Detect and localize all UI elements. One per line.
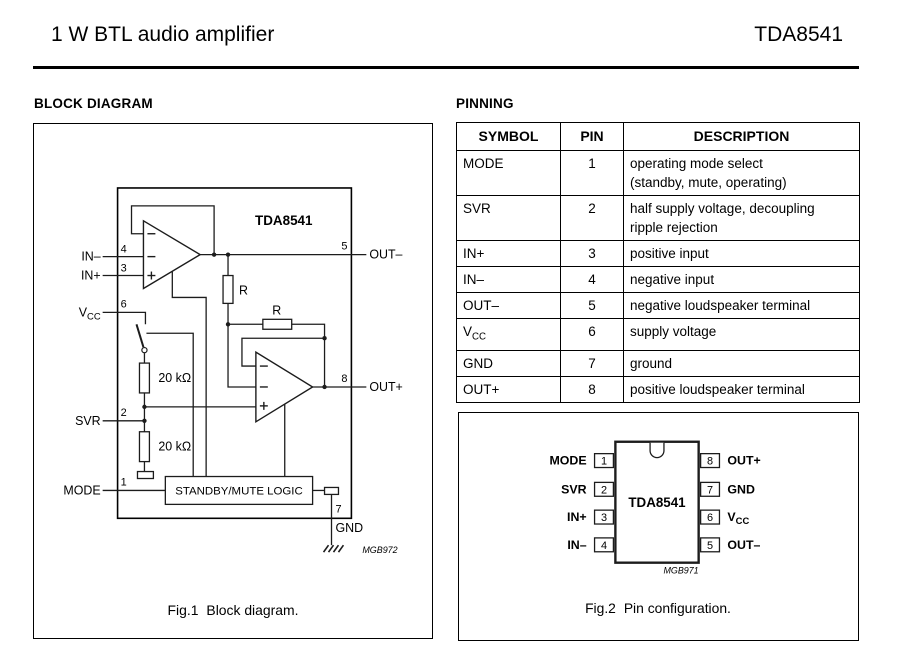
pinning-table (456, 122, 860, 403)
figure2-caption: Fig.2 Pin configuration. (585, 600, 731, 617)
pin: 4 (561, 267, 624, 293)
col-header-description: DESCRIPTION (624, 123, 860, 151)
figure1-caption: Fig.1 Block diagram. (167, 601, 299, 618)
table-row (457, 319, 860, 351)
pin: 1 (561, 151, 624, 196)
description-line2: (standby, mute, operating) (630, 175, 787, 190)
pin1-number: 1 (120, 476, 127, 489)
svr-label: SVR (75, 413, 101, 428)
part-number: TDA8541 (754, 23, 843, 46)
resistor-r-vertical (223, 276, 233, 304)
pin-number: 8 (707, 455, 714, 468)
ground-symbol (324, 545, 344, 552)
pin: 7 (561, 350, 624, 376)
in-neg-label: IN– (81, 249, 101, 264)
resistor-r-feedback (263, 319, 292, 329)
pin-number: 7 (707, 484, 714, 497)
switch-logic-wire (146, 333, 193, 476)
chip-label: TDA8541 (255, 212, 313, 228)
table-row (457, 293, 860, 319)
pin-label: OUT+ (727, 453, 761, 468)
table-row (457, 376, 860, 402)
resistor-r-feedback-label: R (272, 303, 282, 318)
description: supply voltage (630, 324, 717, 339)
section-heading-pinning: PINNING (456, 96, 514, 111)
pin-label: IN– (567, 537, 587, 552)
out-neg-label: OUT– (369, 247, 403, 262)
vcc-label: $V_{CC}$ (78, 305, 101, 323)
terminal-pad-left (137, 472, 153, 479)
pin-number: 3 (600, 512, 608, 525)
pin-label: OUT– (727, 537, 761, 552)
package-notch (650, 443, 664, 458)
pin-number: 1 (600, 455, 608, 468)
opamp2-feedback-wire (242, 338, 325, 366)
symbol: IN+ (463, 246, 485, 261)
symbol: MODE (463, 156, 504, 171)
pin-configuration-drawing (459, 413, 858, 640)
terminal-pad-right (325, 487, 339, 494)
resistor-20k-top-label: 20 kΩ (158, 370, 192, 385)
description: operating mode select (630, 156, 763, 171)
col-header-symbol: SYMBOL (457, 123, 561, 151)
left-pins (550, 454, 614, 552)
pin: 3 (561, 241, 624, 267)
pin-label: MODE (549, 453, 587, 468)
section-heading-block-diagram: BLOCK DIAGRAM (34, 96, 153, 111)
right-pins (701, 454, 761, 552)
description: negative loudspeaker terminal (630, 298, 811, 313)
standby-mute-logic-label: STANDBY/MUTE LOGIC (175, 485, 303, 498)
description-line2: ripple rejection (630, 220, 718, 235)
pin7-number: 7 (335, 503, 342, 516)
symbol: SVR (463, 201, 491, 216)
resistor-r-vertical-label: R (238, 283, 248, 298)
description: half supply voltage, decoupling (630, 201, 815, 216)
resistor-20k-bottom (139, 432, 149, 462)
symbol: V (463, 324, 473, 339)
page-title: 1 W BTL audio amplifier (51, 23, 275, 46)
figure2-code: MGB971 (663, 565, 699, 576)
pin: 5 (561, 293, 624, 319)
table-row (457, 241, 860, 267)
figure1-block-diagram (33, 123, 433, 639)
symbol: GND (463, 355, 493, 371)
symbol: OUT+ (463, 381, 500, 397)
pin-label: GND (727, 482, 755, 497)
pin-label: $V_{CC}$ (727, 510, 750, 527)
pin-number: 4 (600, 539, 608, 552)
pin4-number: 4 (120, 243, 127, 256)
description: negative input (630, 272, 715, 287)
description: positive input (630, 246, 709, 261)
pin5-number: 5 (341, 240, 348, 253)
pin3-number: 3 (120, 262, 127, 275)
mode-label: MODE (63, 483, 101, 498)
vcc-wire (103, 312, 146, 324)
symbol-subscript: CC (472, 331, 487, 343)
out-pos-label: OUT+ (369, 379, 403, 394)
symbol: IN– (463, 272, 485, 287)
pin6-number: 6 (120, 298, 127, 311)
figure1-code: MGB972 (362, 545, 398, 556)
pin-number: 5 (707, 539, 714, 552)
col-header-pin: PIN (561, 123, 624, 151)
symbol: OUT– (463, 298, 500, 313)
resistor-20k-top (139, 363, 149, 393)
pin-number: 6 (707, 512, 714, 525)
figure2-pin-configuration (458, 412, 859, 641)
pin: 2 (561, 196, 624, 241)
pin8-number: 8 (341, 372, 348, 385)
table-row (457, 196, 860, 241)
table-row (457, 350, 860, 376)
pin: 6 (561, 319, 624, 351)
table-header-row (457, 123, 860, 151)
package-chip-label: TDA8541 (628, 495, 686, 511)
resistor-20k-bottom-label: 20 kΩ (158, 439, 192, 454)
switch (136, 324, 147, 363)
block-diagram-schematic (34, 124, 432, 638)
pin: 8 (561, 376, 624, 402)
gnd-label: GND (335, 521, 364, 536)
table-row (457, 151, 860, 196)
pin-label: IN+ (567, 510, 587, 525)
description: positive loudspeaker terminal (630, 381, 805, 397)
description: ground (630, 355, 673, 371)
in-pos-label: IN+ (80, 268, 101, 283)
table-row (457, 267, 860, 293)
pin-number: 2 (600, 484, 608, 497)
header-rule (33, 66, 859, 69)
pin2-number: 2 (120, 406, 127, 419)
pin-label: SVR (561, 482, 587, 497)
